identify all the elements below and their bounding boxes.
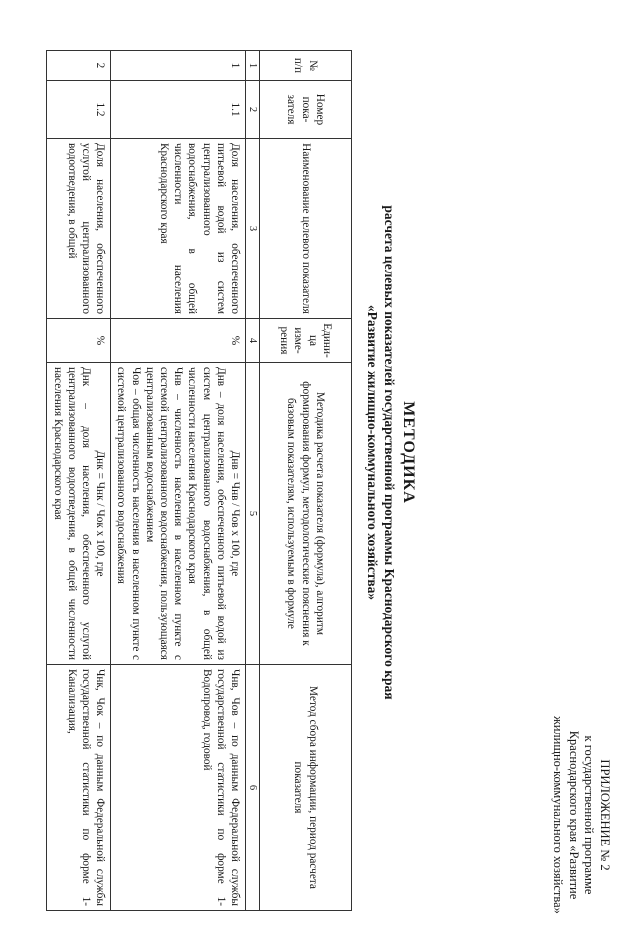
row-source: Чнв, Чов – по данным Федеральной службы государственной статистики по форме 1-Водопровод, годовой xyxy=(111,665,246,911)
document-title xyxy=(364,0,418,905)
row-method xyxy=(111,363,246,665)
appendix-line: ПРИЛОЖЕНИЕ № 2 xyxy=(598,759,612,871)
method-line: Чов – общая численность населения в населенном пункте с системой централизованного водоснабжения xyxy=(115,367,142,660)
row-num: 1 xyxy=(111,51,246,81)
appendix-line: Краснодарского края «Развитие xyxy=(567,730,581,900)
column-number: 4 xyxy=(246,319,260,363)
column-number: 1 xyxy=(246,51,260,81)
method-line: Чнв – численность населения в населенном пункте с системой централизованного водоснабжения, пользующаяся централизованным водоснабжением xyxy=(143,367,185,660)
header-method: Методика расчета показателя (формула), алгоритм формирования формул, методологические пояснения к базовым показателям, используемым в формуле xyxy=(260,363,352,665)
column-number: 3 xyxy=(246,139,260,319)
header-unit: Едини-ца изме-рения xyxy=(260,319,352,363)
row-unit: % xyxy=(111,319,246,363)
column-number: 6 xyxy=(246,665,260,911)
header-source: Метод сбора информации, период расчета показателя xyxy=(260,665,352,911)
title-program: «Развитие жилищно-коммунального хозяйства» xyxy=(365,304,380,601)
methodology-table xyxy=(46,50,352,911)
header-name: Наименование целевого показателя xyxy=(260,139,352,319)
header-indicator-num: Номер пока-зателя xyxy=(260,81,352,139)
row-unit: % xyxy=(47,319,111,363)
appendix-line: жилищно-коммунального хозяйства» xyxy=(551,716,566,914)
method-line: Днв – доля населения, обеспеченного питьевой водой из систем централизованного водоснабжения, в общей численности населения Краснодарского края xyxy=(186,367,227,660)
appendix-header xyxy=(550,700,612,930)
title-subtitle: расчета целевых показателей государственной программы Краснодарского края xyxy=(382,205,397,700)
column-number-row xyxy=(246,51,260,911)
row-formula: Днк = Чнк / Чок x 100, где xyxy=(94,450,107,577)
row-method xyxy=(47,363,111,665)
row-source: Чнк, Чок – по данным Федеральной службы государственной статистики по форме 1-Канализация, xyxy=(47,665,111,911)
table-row xyxy=(47,51,111,911)
row-formula: Днв = Чнв / Чов x 100, где xyxy=(229,450,241,577)
appendix-line: к государственной программе xyxy=(582,735,597,895)
row-indicator-name: Доля населения, обеспеченного услугой централизованного водоотведения, в общей xyxy=(47,139,111,319)
row-indicator-num: 1.1 xyxy=(111,81,246,139)
table-header-row xyxy=(260,51,352,911)
table-row xyxy=(111,51,246,911)
column-number: 5 xyxy=(246,363,260,665)
row-indicator-num: 1.2 xyxy=(47,81,111,139)
method-line: Днк – доля населения, обеспеченного услугой централизованного водоотведения, в общей численности населения Краснодарского края xyxy=(51,367,92,660)
row-indicator-name: Доля населения, обеспеченного питьевой водой из систем централизованного водоснабжения, в общей численности населения Краснодарского края xyxy=(111,139,246,319)
column-number: 2 xyxy=(246,81,260,139)
header-num: № п/п xyxy=(260,51,352,81)
title-main: МЕТОДИКА xyxy=(400,401,417,504)
row-num: 2 xyxy=(47,51,111,81)
